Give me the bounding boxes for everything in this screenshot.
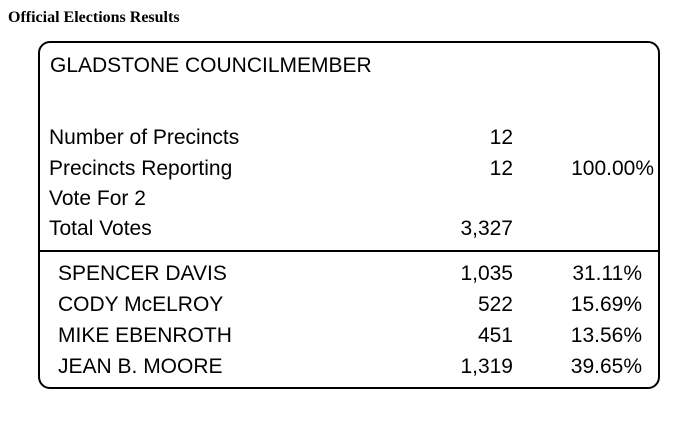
candidate-percent: 31.11%: [572, 262, 642, 285]
divider: [40, 250, 658, 252]
results-box: [38, 41, 660, 389]
stat-row-precincts-reporting: [40, 155, 658, 183]
candidate-votes: 1,035: [460, 262, 513, 285]
candidate-row: [40, 353, 658, 381]
stat-label: Total Votes: [49, 217, 152, 240]
candidate-votes: 522: [477, 293, 513, 316]
candidate-percent: 13.56%: [570, 324, 642, 347]
candidate-name: JEAN B. MOORE: [58, 355, 223, 378]
stat-label: Number of Precincts: [49, 126, 240, 149]
candidate-name: CODY McELROY: [58, 293, 224, 316]
candidate-row: [40, 260, 658, 288]
stat-value: 12: [489, 126, 513, 149]
candidate-votes: 451: [477, 324, 513, 347]
candidate-row: [40, 291, 658, 319]
contest-title: GLADSTONE COUNCILMEMBER: [50, 54, 372, 77]
candidate-percent: 15.69%: [570, 293, 642, 316]
stat-row-vote-for: [40, 185, 658, 213]
candidate-votes: 1,319: [460, 355, 513, 378]
stat-row-number-of-precincts: [40, 124, 658, 152]
stat-row-total-votes: [40, 215, 658, 243]
stat-label: Precincts Reporting: [49, 157, 233, 180]
stat-value: 3,327: [460, 217, 513, 240]
candidate-row: [40, 322, 658, 350]
candidate-percent: 39.65%: [570, 355, 642, 378]
candidate-name: SPENCER DAVIS: [58, 262, 227, 285]
stat-value: 12: [489, 157, 513, 180]
stat-percent: 100.00%: [571, 157, 654, 180]
stat-label: Vote For 2: [49, 187, 146, 210]
page-title: Official Elections Results: [8, 9, 180, 26]
candidate-name: MIKE EBENROTH: [58, 324, 232, 347]
